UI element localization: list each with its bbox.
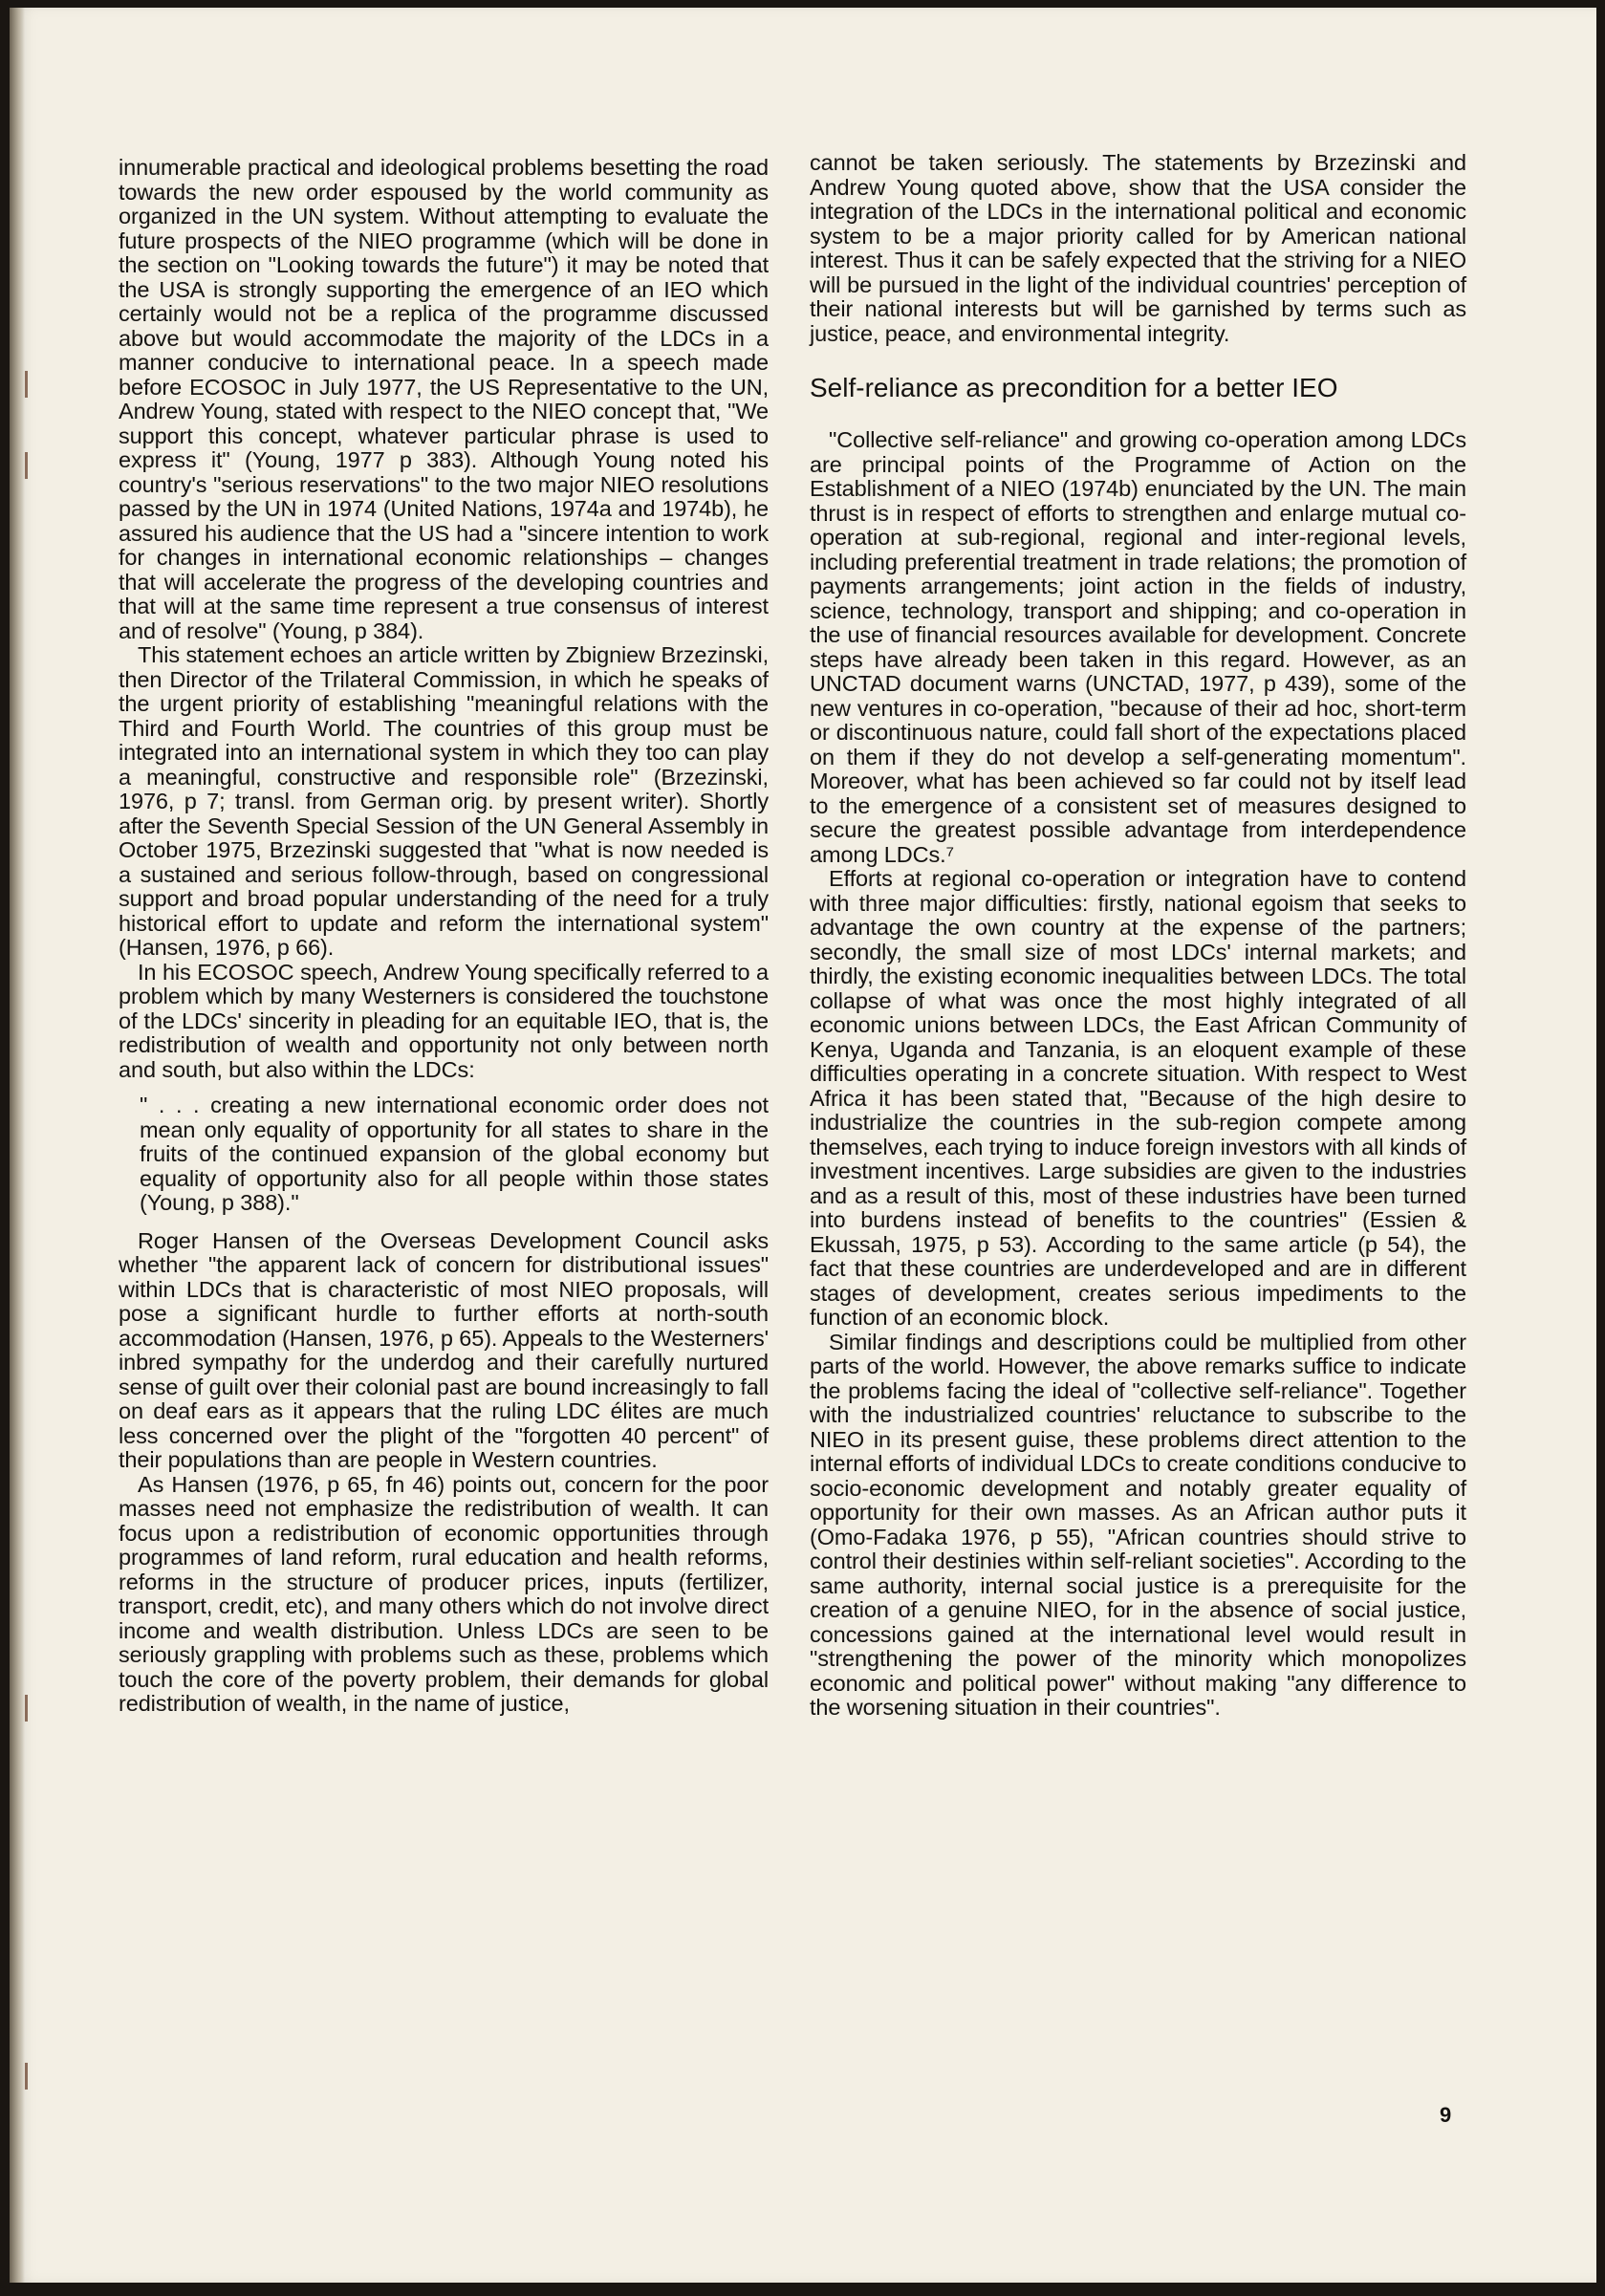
page-spine-shadow xyxy=(10,8,25,2283)
paragraph: Similar findings and descriptions could be multiplied from other parts of the world. However, the above remarks suffice to indicate the problems facing the ideal of "collective self-reliance". Together with the industrialized countries' reluctance to subscribe to the NIEO in its present guise, these problems direct attention to the internal efforts of individual LDCs to create conditions conducive to socio-economic development and notably greater equality of opportunity for their own masses. As an African author puts it (Omo-Fadaka 1976, p 55), "African countries should strive to control their destinies within self-reliant societies". According to the same authority, internal social justice is a prerequisite for the creation of a genuine NIEO, for in the absence of social justice, concessions gained at the international level would result in "strengthening the power of the minority which monopolizes economic and political power" without making "any difference to the worsening situation in their countries". xyxy=(810,1329,1466,1720)
left-column xyxy=(119,156,769,1717)
right-column xyxy=(810,151,1466,1721)
page-number: 9 xyxy=(1440,2103,1452,2127)
paragraph: As Hansen (1976, p 65, fn 46) points out, concern for the poor masses need not emphasize the redistribution of wealth. It can focus upon a redistribution of economic opportunities through programmes of land reform, rural education and health reforms, reforms in the structure of producer prices, inputs (fertilizer, transport, credit, etc), and many others which do not involve direct income and wealth distribution. Unless LDCs are seen to be seriously grappling with problems such as these, problems which touch the core of the poverty problem, their demands for global redistribution of wealth, in the name of justice, xyxy=(119,1471,769,1716)
paragraph: "Collective self-reliance" and growing co-operation among LDCs are principal points of the Programme of Action on the Establishment of a NIEO (1974b) enunciated by the UN. The main thrust is in respect of efforts to strengthen and enlarge mutual co-operation at sub-regional, regional and inter-regional levels, including preferential treatment in trade relations; the promotion of payments arrangements; joint action in the fields of industry, science, technology, transport and shipping; and co-operation in the use of financial resources available for development. Concrete steps have already been taken in this regard. However, as an UNCTAD document warns (UNCTAD, 1977, p 439), some of the new ventures in co-operation, "because of their ad hoc, short-term or discontinuous nature, could fall short of the expectations placed on them if they do not develop a self-generating momentum". Moreover, what has been achieved so far could not by itself lead to the emergence of a consistent set of measures designed to secure the greatest possible advantage from interdependence among LDCs.⁷ xyxy=(810,427,1466,867)
section-heading: Self-reliance as precondition for a better IEO xyxy=(810,373,1338,402)
margin-mark xyxy=(25,452,28,479)
paragraph: In his ECOSOC speech, Andrew Young specifically referred to a problem which by many Westerners is considered the touchstone of the LDCs' sincerity in pleading for an equitable IEO, that is, the redistribution of wealth and opportunity not only between north and south, but also within the LDCs: xyxy=(119,959,769,1082)
paragraph: This statement echoes an article written by Zbigniew Brzezinski, then Director of the Trilateral Commission, in which he speaks of the urgent priority of establishing "meaningful relations with the Third and Fourth World. The countries of this group must be integrated into an international system in which they too can play a meaningful, constructive and responsible role" (Brzezinski, 1976, p 7; transl. from German orig. by present writer). Shortly after the Seventh Special Session of the UN General Assembly in October 1975, Brzezinski suggested that "what is now needed is a sustained and serious follow-through, based on congressional support and broad popular understanding of the need for a truly historical effort to update and reform the international system" (Hansen, 1976, p 66). xyxy=(119,642,769,960)
document-page xyxy=(10,8,1596,2283)
paragraph: cannot be taken seriously. The statements by Brzezinski and Andrew Young quoted above, show that the USA consider the integration of the LDCs in the international political and economic system to be a major priority called for by American national interest. Thus it can be safely expected that the striving for a NIEO will be pursued in the light of the individual countries' perception of their national interests but will be garnished by terms such as justice, peace, and environmental integrity. xyxy=(810,150,1466,346)
margin-mark xyxy=(25,371,28,398)
paragraph: Efforts at regional co-operation or integration have to contend with three major difficulties: firstly, national egoism that seeks to advantage the own country at the expense of the partners; secondly, the small size of most LDCs' internal markets; and thirdly, the existing economic inequalities between LDCs. The total collapse of what was once the most highly integrated of all economic unions between LDCs, the East African Community of Kenya, Uganda and Tanzania, is an eloquent example of these difficulties operating in a concrete situation. With respect to West Africa it has been stated that, "Because of the high desire to industrialize the countries in the sub-region compete among themselves, each trying to induce foreign investors with all kinds of investment incentives. Large subsidies are given to the industries and as a result of this, most of these industries have been turned into burdens instead of benefits to the countries" (Essien & Ekussah, 1975, p 53). According to the same article (p 54), the fact that these countries are underdeveloped and are in different stages of development, creates serious impediments to the function of an economic block. xyxy=(810,866,1466,1330)
paragraph: innumerable practical and ideological problems besetting the road towards the new order espoused by the world community as organized in the UN system. Without attempting to evaluate the future prospects of the NIEO programme (which will be done in the section on "Looking towards the future") it may be noted that the USA is strongly supporting the emergence of an IEO which certainly would not be a replica of the programme discussed above but would accommodate the majority of the LDCs in a manner conducive to international peace. In a speech made before ECOSOC in July 1977, the US Representative to the UN, Andrew Young, stated with respect to the NIEO concept that, "We support this concept, whatever particular phrase is used to express it" (Young, 1977 p 383). Although Young noted his country's "serious reservations" to the two major NIEO resolutions passed by the UN in 1974 (United Nations, 1974a and 1974b), he assured his audience that the US had a "sincere intention to work for changes in international economic relationships – changes that will accelerate the progress of the developing countries and that will at the same time represent a true consensus of interest and of resolve" (Young, p 384). xyxy=(119,155,769,643)
block-quote: " . . . creating a new international economic order does not mean only equality of opportunity for all states to share in the fruits of the continued expansion of the global economy but equality of opportunity also for all people within those states (Young, p 388)." xyxy=(140,1093,769,1215)
paragraph: Roger Hansen of the Overseas Development Council asks whether "the apparent lack of concern for distributional issues" within LDCs that is characteristic of most NIEO proposals, will pose a significant hurdle to further efforts at north-south accommodation (Hansen, 1976, p 65). Appeals to the Westerners' inbred sympathy for the underdog and their carefully nurtured sense of guilt over their colonial past are bound increasingly to fall on deaf ears as it appears that the ruling LDC élites are much less concerned over the plight of the "forgotten 40 percent" of their populations than are people in Western countries. xyxy=(119,1227,769,1472)
margin-mark xyxy=(25,1695,28,1722)
margin-mark xyxy=(25,2063,28,2090)
